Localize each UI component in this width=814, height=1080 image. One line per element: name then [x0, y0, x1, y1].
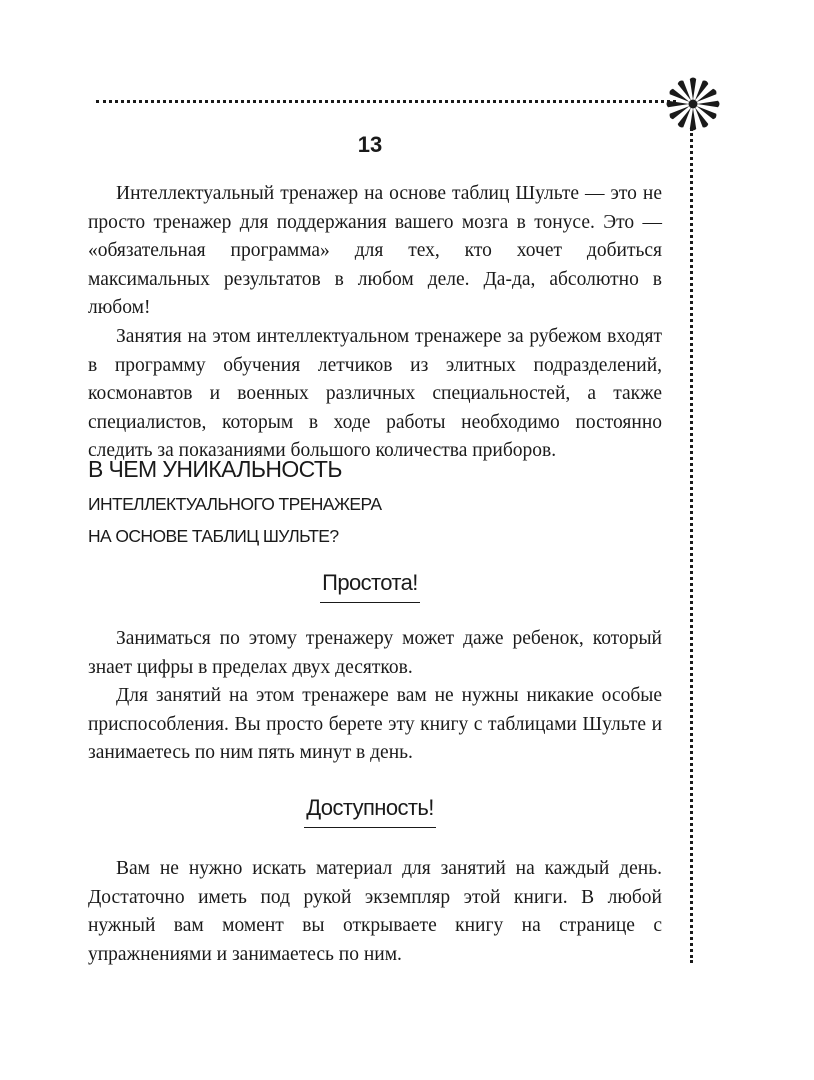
intro-paragraph-1: Интеллектуальный тренажер на основе таблиц Шульте — это не просто тренажер для поддержания вашего мозга в тонусе. Это — «обязательная программа» для тех, кто хочет добиться максимальных результатов в любом деле. Да-да, абсолютно в любом!	[88, 183, 662, 319]
asterisk-icon	[665, 76, 721, 132]
dotted-frame-right	[690, 128, 693, 963]
accessibility-paragraph-1: Вам не нужно искать материал для занятий на каждый день. Достаточно иметь под рукой экземпляр этой книги. В любой нужный вам момент вы открываете книгу на странице с упражнениями и занимаетесь по ним.	[88, 858, 662, 965]
section-heading-line1: В ЧЕМ УНИКАЛЬНОСТЬ	[88, 456, 342, 482]
intro-text	[88, 180, 662, 466]
accessibility-text	[88, 855, 662, 969]
page-number: 13	[357, 132, 383, 157]
dotted-frame-top	[96, 100, 676, 103]
accessibility-title-text: Доступность!	[304, 795, 435, 828]
simplicity-title-text: Простота!	[320, 570, 420, 603]
intro-paragraph-2: Занятия на этом интеллектуальном тренажере за рубежом входят в программу обучения летчиков из элитных подразделений, космонавтов и военных различных специальностей, а также специалистов, которым в ходе работы необходимо постоянно следить за показаниями большого количества приборов.	[88, 325, 662, 462]
simplicity-title	[0, 570, 740, 603]
section-heading-line3: НА ОСНОВЕ ТАБЛИЦ ШУЛЬТЕ?	[88, 526, 339, 546]
simplicity-text	[88, 625, 662, 768]
simplicity-paragraph-2: Для занятий на этом тренажере вам не нужны никакие особые приспособления. Вы просто берете эту книгу с таблицами Шульте и занимаетесь по ним пять минут в день.	[88, 685, 662, 764]
simplicity-paragraph-1: Заниматься по этому тренажеру может даже ребенок, который знает цифры в пределах двух десятков.	[88, 628, 662, 678]
accessibility-title	[0, 795, 740, 828]
section-heading-line2: ИНТЕЛЛЕКТУАЛЬНОГО ТРЕНАЖЕРА	[88, 494, 382, 514]
